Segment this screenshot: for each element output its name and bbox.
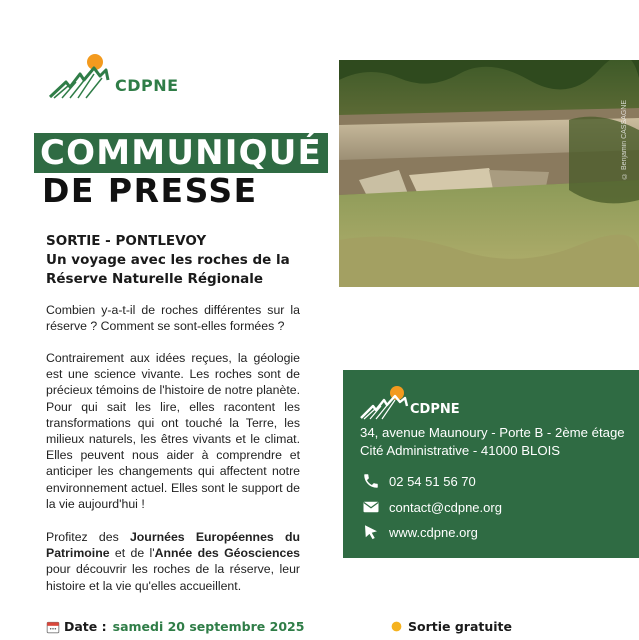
body-paragraph-2: Contrairement aux idées reçues, la géologie est une science vivante. Les roches sont de précieux témoins de l'histoire de notre planète. Pour qui sait les lire, elles racontent les transformations qui ont touché la Terre, les milieux naturels, les êtres vivants et le climat. Elles peuvent nous aider à comprendre et anticiper les changements qui affectent notre environnement actuel. Elles sont le support de la vie aujourd'hui ! — [46, 351, 300, 511]
event-date — [46, 619, 304, 634]
contact-website[interactable]: www.cdpne.org — [389, 524, 478, 540]
event-title-line1: Un voyage avec les roches de la — [46, 252, 290, 268]
event-location: SORTIE - PONTLEVOY — [46, 233, 207, 249]
photo-credit: © Benjamin CASSAGNE — [621, 100, 628, 179]
date-value: samedi 20 septembre 2025 — [112, 619, 305, 634]
event-title-line2: Réserve Naturelle Régionale — [46, 271, 264, 287]
contact-website-row — [362, 522, 478, 542]
contact-phone[interactable]: 02 54 51 56 70 — [389, 473, 476, 489]
contact-email-row — [362, 497, 502, 517]
page-title-line2: DE PRESSE — [42, 171, 258, 210]
calendar-icon — [46, 620, 60, 634]
date-label: Date : — [64, 619, 107, 634]
title-banner — [34, 133, 328, 173]
logo-wordmark: CDPNE — [115, 76, 179, 95]
contact-address: 34, avenue Maunoury - Porte B - 2ème étage Cité Administrative - 41000 BLOIS — [360, 425, 625, 458]
contact-phone-row — [362, 471, 476, 491]
contact-email[interactable]: contact@cdpne.org — [389, 499, 502, 515]
free-label: Sortie gratuite — [408, 619, 513, 634]
mail-icon — [362, 498, 380, 516]
sun-icon — [390, 620, 403, 633]
contact-logo-wordmark: CDPNE — [410, 402, 460, 417]
free-event — [390, 619, 512, 634]
body-paragraph-1: Combien y-a-t-il de roches différentes sur la réserve ? Comment se sont-elles formées ? — [46, 303, 300, 334]
event-subtitle — [46, 232, 306, 289]
cursor-icon — [362, 523, 380, 541]
contact-box — [343, 370, 639, 558]
phone-icon — [362, 472, 380, 490]
page-title: COMMUNIQUÉ — [40, 133, 322, 173]
body-paragraph-3: Profitez des Journées Européennes du Patrimoine et de l'Année des Géosciences pour découvrir les roches de la réserve, leur histoire et la vie qu'elles accueillent. — [46, 530, 300, 593]
rock-outcrop-photo — [339, 60, 639, 287]
